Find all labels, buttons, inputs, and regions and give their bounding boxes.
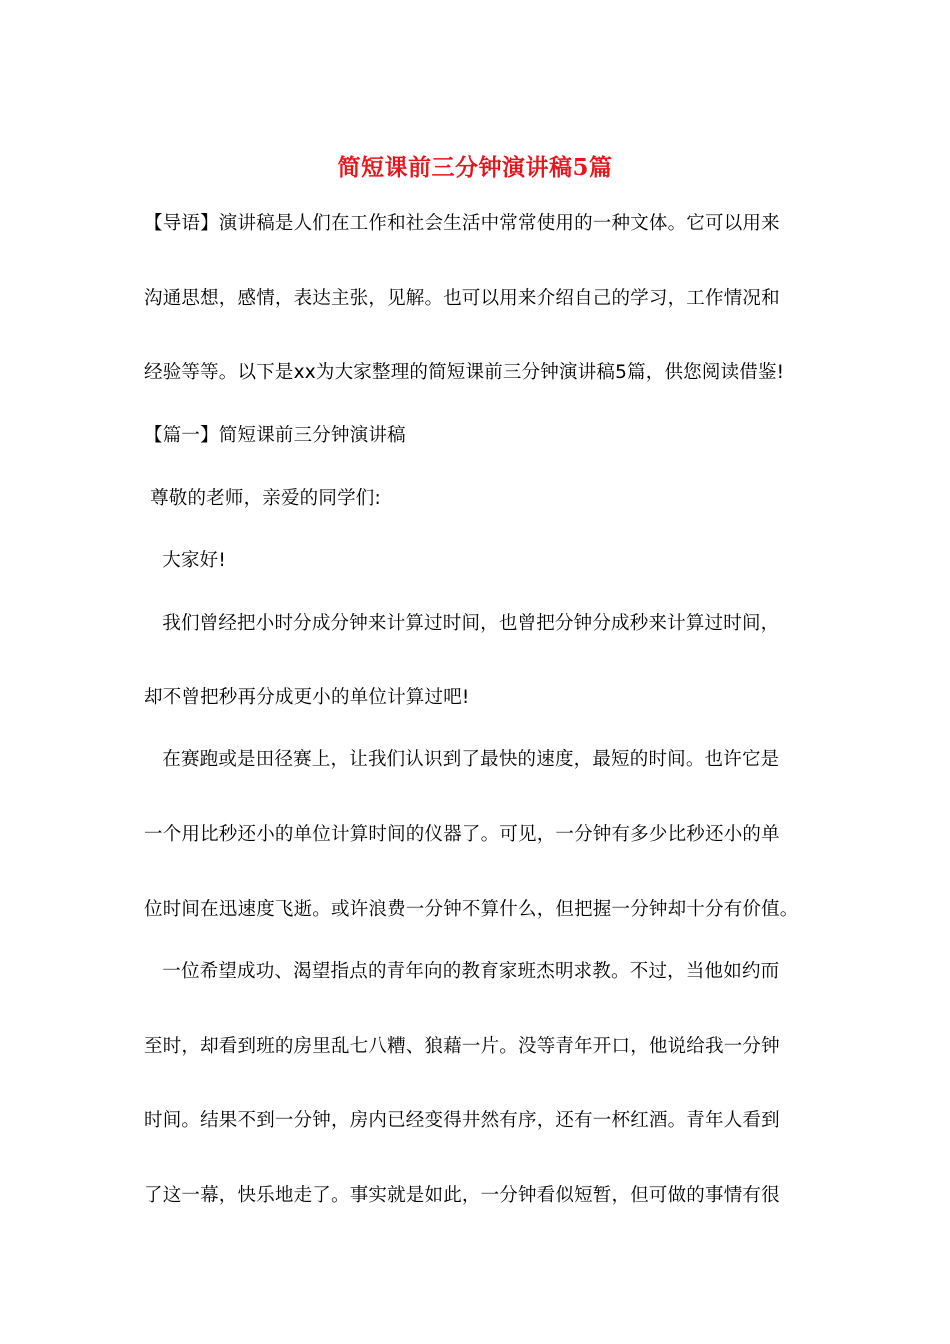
body-line: 一个用比秒还小的单位计算时间的仪器了。可见，一分钟有多少比秒还小的单 xyxy=(144,824,780,845)
body-line: 位时间在迅速度飞逝。或许浪费一分钟不算什么，但把握一分钟却十分有价值。 xyxy=(144,899,799,920)
intro-line-1: 【导语】演讲稿是人们在工作和社会生活中常常使用的一种文体。它可以用来 xyxy=(144,213,780,234)
intro-line-3: 经验等等。以下是xx为大家整理的简短课前三分钟演讲稿5篇，供您阅读借鉴! xyxy=(144,362,785,383)
document-title: 简短课前三分钟演讲稿5篇 xyxy=(337,154,613,181)
body-line: 至时，却看到班的房里乱七八糟、狼藉一片。没等青年开口，他说给我一分钟 xyxy=(144,1036,780,1057)
section-heading: 【篇一】简短课前三分钟演讲稿 xyxy=(144,425,406,446)
greeting-line: 大家好! xyxy=(144,550,226,571)
body-line: 在赛跑或是田径赛上，让我们认识到了最快的速度，最短的时间。也许它是 xyxy=(144,749,780,770)
intro-line-2: 沟通思想，感情，表达主张，见解。也可以用来介绍自己的学习，工作情况和 xyxy=(144,288,780,309)
body-line: 了这一幕，快乐地走了。事实就是如此，一分钟看似短暂，但可做的事情有很 xyxy=(144,1185,780,1206)
salutation-line: 尊敬的老师，亲爱的同学们: xyxy=(144,488,381,509)
body-line: 我们曾经把小时分成分钟来计算过时间，也曾把分钟分成秒来计算过时间， xyxy=(144,613,780,634)
body-line: 却不曾把秒再分成更小的单位计算过吧! xyxy=(144,687,470,708)
body-line: 时间。结果不到一分钟，房内已经变得井然有序，还有一杯红酒。青年人看到 xyxy=(144,1110,780,1131)
body-line: 一位希望成功、渴望指点的青年向的教育家班杰明求教。不过，当他如约而 xyxy=(144,961,780,982)
